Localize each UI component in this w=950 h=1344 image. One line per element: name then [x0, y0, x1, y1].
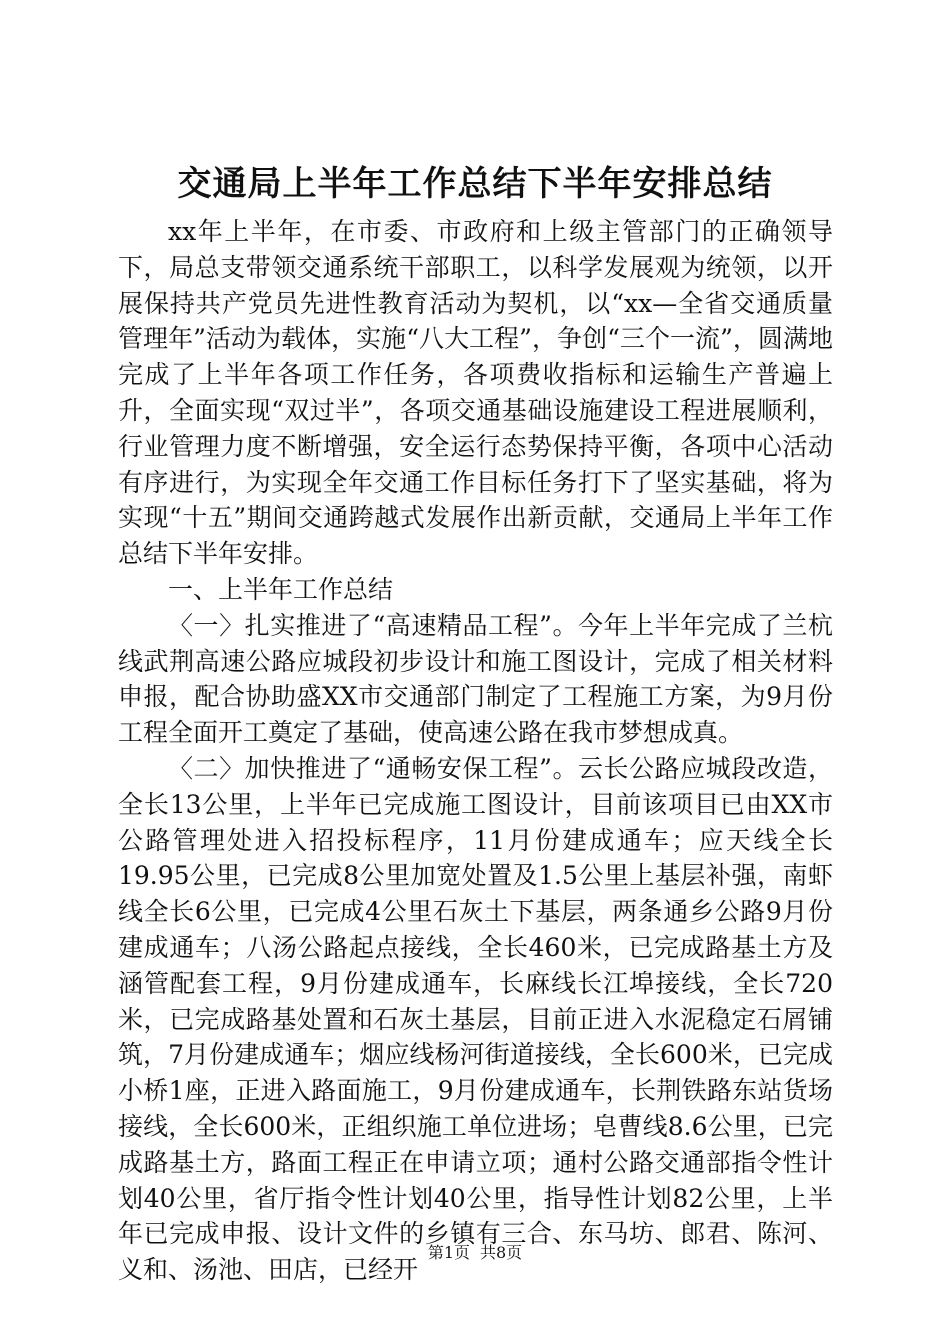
- page-footer: [0, 1242, 950, 1264]
- section-heading: 一、上半年工作总结: [168, 574, 394, 604]
- document-title: 交通局上半年工作总结下半年安排总结: [177, 164, 773, 204]
- paragraph-item-2: 〈二〉加快推进了“通畅安保工程”。云长公路应城段改造，全长13公里，上半年已完成施工图设计，目前该项目已由XX市公路管理处进入招投标程序，11月份建成通车；应天线全长19.95公里，已完成8公里加宽处置及1.5公里上基层补强，南虾线全长6公里，已完成4公里石灰土下基层，两条通乡公路9月份建成通车；八汤公路起点接线，全长460米，已完成路基土方及涵管配套工程，9月份建成通车，长麻线长江埠接线，全长720米，已完成路基处置和石灰土基层，目前正进入水泥稳定石屑铺筑，7月份建成通车；烟应线杨河街道接线，全长600米，已完成小桥1座，正进入路面施工，9月份建成通车，长荆铁路东站货场接线，全长600米，正组织施工单位进场；皂曹线8.6公里，已完成路基土方，路面工程正在申请立项；通村公路交通部指令性计划40公里，省厅指令性计划40公里，指导性计划82公里，上半年已完成申报、设计文件的乡镇有三合、东马坊、郎君、陈河、义和、汤池、田店，已经开: [118, 753, 833, 1285]
- page-total: 共8页: [480, 1243, 523, 1262]
- page-number: 第1页: [427, 1243, 470, 1262]
- document-body: [118, 214, 833, 1288]
- paragraph-intro: xx年上半年，在市委、市政府和上级主管部门的正确领导下，局总支带领交通系统干部职工，以科学发展观为统领，以开展保持共产党员先进性教育活动为契机，以“xx—全省交通质量管理年”活动为载体，实施“八大工程”，争创“三个一流”，圆满地完成了上半年各项工作任务，各项费收指标和运输生产普遍上升，全面实现“双过半”，各项交通基础设施建设工程进展顺利，行业管理力度不断增强，安全运行态势保持平衡，各项中心活动有序进行，为实现全年交通工作目标任务打下了坚实基础，将为实现“十五”期间交通跨越式发展作出新贡献，交通局上半年工作总结下半年安排。: [118, 217, 833, 569]
- paragraph-item-1: 〈一〉扎实推进了“高速精品工程”。今年上半年完成了兰杭线武荆高速公路应城段初步设计和施工图设计，完成了相关材料申报，配合协助盛XX市交通部门制定了工程施工方案，为9月份工程全面开工奠定了基础，使高速公路在我市梦想成真。: [118, 610, 833, 748]
